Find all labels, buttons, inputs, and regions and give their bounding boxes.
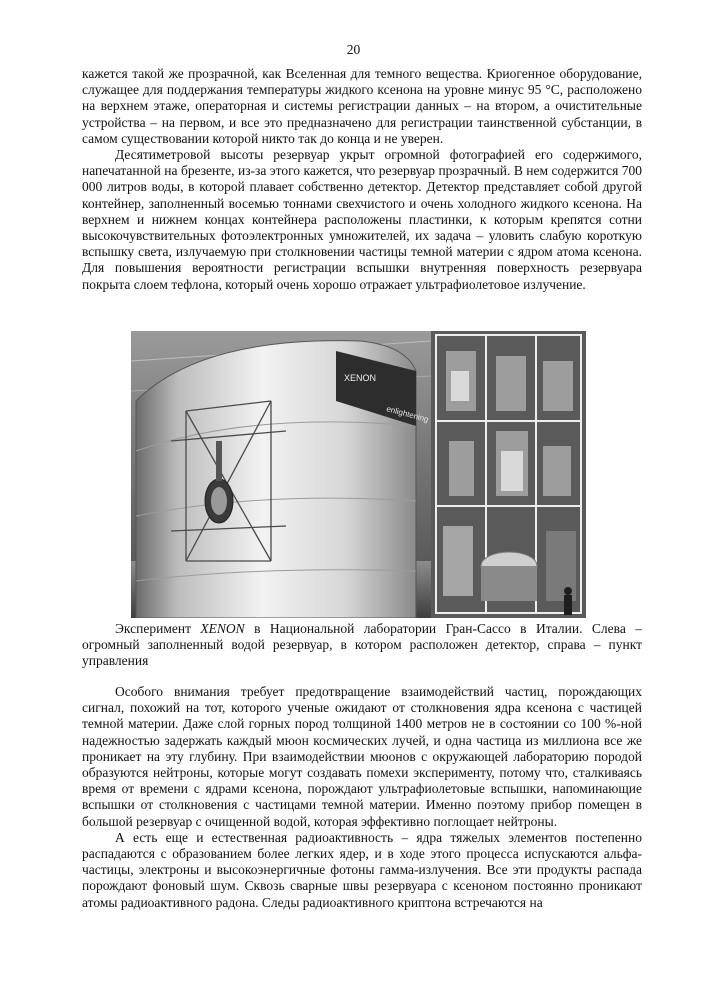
caption-prefix: Эксперимент	[115, 621, 201, 636]
text-block-bottom	[82, 684, 642, 911]
caption-italic: XENON	[200, 621, 245, 636]
banner-text: XENON	[344, 373, 377, 383]
paragraph: кажется такой же прозрачной, как Вселенная для темного вещества. Криогенное оборудование, служащее для поддержания температуры жидкого ксенона на уровне минус 95 °С, расположено на верхнем этаже, операторная и системы регистрации данных – на втором, а очистительные устройства – на первом, и все это предназначено для регистрации таинственной субстанции, в самом существовании которой никто так до конца и не уверен.	[82, 66, 642, 146]
paragraph: А есть еще и естественная радиоактивность – ядра тяжелых элементов постепенно распадаются с образованием более легких ядер, и в ходе этого процесса испускаются альфа-частицы, электроны и высокоэнергичные фотоны гамма-излучения. Все эти продукты распада порождают фоновый шум. Сквозь сварные швы резервуара с ксеноном постоянно проникают атомы радиоактивного радона. Следы радиоактивного криптона встречаются на	[82, 829, 642, 910]
figure-caption	[82, 621, 642, 670]
banner-subtext: enlightening	[385, 404, 430, 425]
caption-suffix: в Национальной лаборатории Гран-Сассо в Италии. Слева – огромный заполненный водой резервуар, в котором расположен детектор, справа – пункт управления	[82, 621, 642, 669]
paragraph: Десятиметровой высоты резервуар укрыт огромной фотографией его содержимого, напечатанной на брезенте, из-за этого кажется, что резервуар прозрачный. В нем содержится 700 000 литров воды, в которой плавает собственно детектор. Детектор представляет собой другой контейнер, заполненный восемью тоннами свехчистого и очень холодного жидкого ксенона. На верхнем и нижнем концах контейнера расположены пластинки, к которым крепятся сотни высокочувствительных фотоэлектронных умножителей, их задача – уловить слабую короткую вспышку света, излучаемую при столкновении частицы темной материи с ядром атома ксенона. Для повышения вероятности регистрации вспышки внутренняя поверхность резервуара покрыта слоем тефлона, который очень хорошо отражает ультрафиолетовое излучение.	[82, 147, 642, 292]
page-number: 20	[346, 42, 361, 57]
text-block-top	[82, 66, 642, 293]
paragraph: Особого внимания требует предотвращение взаимодействий частиц, порождающих сигнал, похожий на тот, которого ученые ожидают от столкновения ядра ксенона с частицей темной материи. Даже слой горных пород толщиной 1400 метров не в состоянии со 100 %-ной надежностью задержать каждый мюон космических лучей, и одна частица из миллиона все же проникает на эту глубину. При взаимодействии мюонов с окружающей лабораторию породой образуются нейтроны, которые могут создавать помехи эксперименту, потому что, сталкиваясь время от времени с ядрами ксенона, порождают ультрафиолетовые вспышки, напоминающие вспышки от столкновения с частицами темной материи. Именно поэтому прибор помещен в большой резервуар с очищенной водой, которая эффективно поглощает нейтроны.	[82, 684, 642, 829]
xenon-experiment-photo	[131, 331, 586, 618]
